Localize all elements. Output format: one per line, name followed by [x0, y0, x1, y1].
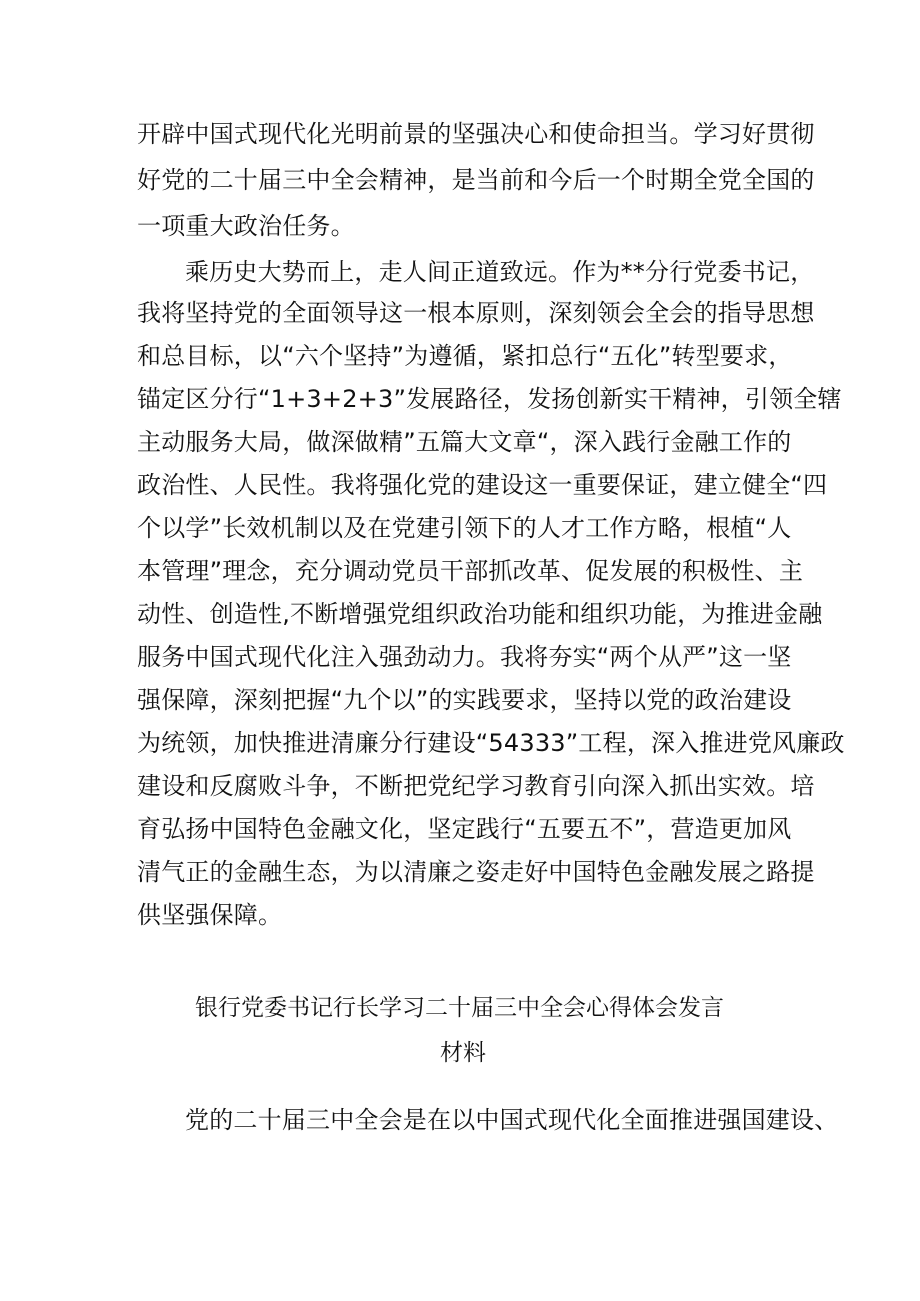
paragraph-line: 本管理”理念，充分调动党员干部抓改革、促发展的积极性、主 [137, 557, 804, 585]
paragraph-line: 建设和反腐败斗争，不断把党纪学习教育引向深入抓出实效。培 [137, 772, 815, 800]
paragraph-line: 育弘扬中国特色金融文化，坚定践行“五要五不”，营造更加风 [137, 815, 792, 843]
section-title-line-1: 银行党委书记行长学习二十届三中全会心得体会发言 [195, 995, 724, 1021]
paragraph-line: 开辟中国式现代化光明前景的坚强决心和使命担当。学习好贯彻 [137, 120, 815, 148]
paragraph-line: 乘历史大势而上，走人间正道致远。作为**分行党委书记， [185, 258, 815, 286]
paragraph-line: 为统领，加快推进清廉分行建设“54333”工程，深入推进党风廉政 [137, 729, 845, 757]
paragraph-line: 强保障，深刻把握“九个以”的实践要求，坚持以党的政治建设 [137, 686, 792, 714]
paragraph-line: 我将坚持党的全面领导这一根本原则，深刻领会全会的指导思想 [137, 299, 815, 327]
paragraph-line: 动性、创造性,不断增强党组织政治功能和组织功能，为推进金融 [137, 600, 823, 628]
paragraph-line: 服务中国式现代化注入强劲动力。我将夯实“两个从严”这一坚 [137, 643, 792, 671]
paragraph-line: 清气正的金融生态，为以清廉之姿走好中国特色金融发展之路提 [137, 858, 815, 886]
paragraph-line: 党的二十届三中全会是在以中国式现代化全面推进强国建设、 [185, 1106, 839, 1134]
paragraph-line: 好党的二十届三中全会精神，是当前和今后一个时期全党全国的 [137, 166, 815, 194]
paragraph-line: 政治性、人民性。我将强化党的建设这一重要保证，建立健全“四 [137, 471, 828, 499]
paragraph-line: 个以学”长效机制以及在党建引领下的人才工作方略，根植“人 [137, 514, 792, 542]
section-title-line-2: 材料 [440, 1040, 486, 1066]
paragraph-line: 一项重大政治任务。 [137, 212, 355, 240]
paragraph-line: 供坚强保障。 [137, 901, 283, 929]
paragraph-line: 主动服务大局，做深做精”五篇大文章“，深入践行金融工作的 [137, 428, 792, 456]
paragraph-line: 锚定区分行“1+3+2+3”发展路径，发扬创新实干精神，引领全辖 [137, 385, 842, 413]
paragraph-line: 和总目标，以“六个坚持”为遵循，紧扣总行“五化”转型要求， [137, 342, 793, 370]
